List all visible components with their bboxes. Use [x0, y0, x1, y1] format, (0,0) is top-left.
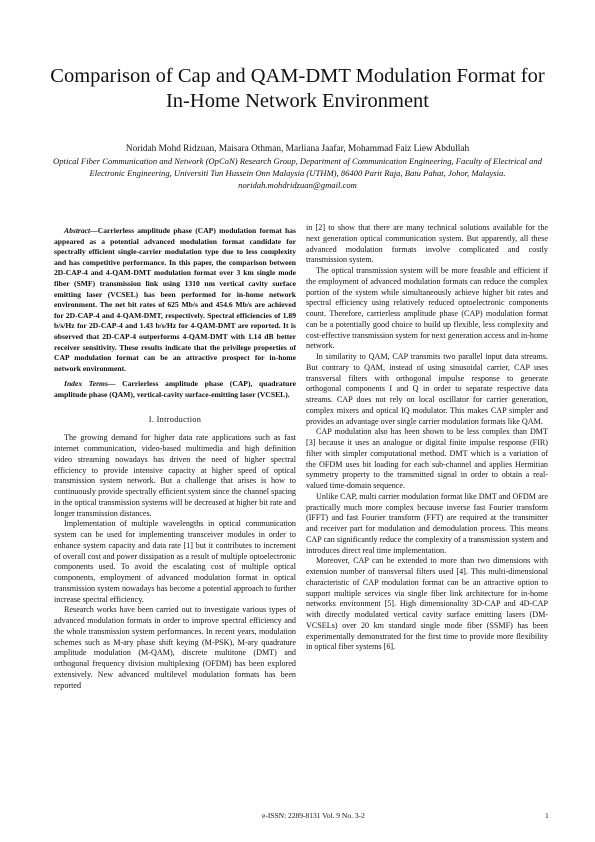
index-terms [54, 379, 296, 400]
index-terms-label: Index Terms [64, 379, 108, 389]
body-paragraph: Moreover, CAP can be extended to more than two dimensions with extension number of transversal filters used [4]. This multi-dimensional characteristic of CAP modulation format can be an attractive option to support multiple services via single fiber link architecture for in-home networks environment [5]. High dimensionality 3D-CAP and 4D-CAP with directly modulated vertical cavity surface emitting lasers (DM-VCSELs) over 20 km standard single mode fiber (SSMF) has been experimentally demonstrated for the first time to provide more flexibility in optical fiber systems [6]. [306, 556, 548, 652]
body-paragraph: CAP modulation also has been shown to be less complex than DMT [3] because it uses an analogue or digital finite impulse response (FIR) filter with simpler computational method. DMT which is a variation of the OFDM uses bit loading for each sub-channel and applies Hermitian symmetry property to the transmitted signal in order to obtain a real-valued time-domain sequence. [306, 427, 548, 490]
body-paragraph: In similarity to QAM, CAP transmits two parallel input data streams. But contrary to QAM, instead of using sinusoidal carrier, CAP uses transversal filters with orthogonal impulse response to generate orthogonal components I and Q in order to separate respective data streams. CAP does not rely on local oscillator for carrier generation, complex mixers and optical IQ modulator. This makes CAP simpler and provides an advantage over single carrier modulation formats like QAM. [306, 352, 548, 426]
author-list: Noridah Mohd Ridzuan, Maisara Othman, Marliana Jaafar, Mohammad Faiz Liew Abdullah [125, 144, 470, 154]
abstract [54, 226, 296, 374]
body-paragraph: Implementation of multiple wavelengths in optical communication system can be used for implementing transceiver modules in order to enhance system capacity and data rate [1] but it contributes to increment of overall cost and power dissipation as a result of multiple optoelectronic components used. To avoid the escalating cost of multiple optical components, employment of advanced modulation format in optical transmission system nowadays has become a potential approach to further increase spectral efficiency. [54, 519, 296, 604]
body-paragraph: Research works have been carried out to investigate various types of advanced modulation formats in order to improve spectral efficiency and the whole transmission system performances. In recent years, modulation schemes such as M-ary phase shift keying (M-PSK), M-ary quadrature amplitude modulation (M-QAM), discrete multitone (DMT) and orthogonal frequency division multiplexing (OFDM) has been explored extensively. New advanced multilevel modulation formats has been reported [54, 605, 296, 690]
body-paragraph: The optical transmission system will be more feasible and efficient if the employment of advanced modulation formats can reduce the complex portion of the system while simultaneously achieve higher bit rates and spectral efficiency using relatively reduced optoelectronic components count. Therefore, carrierless amplitude phase (CAP) modulation format can be a potentially good choice to build up flexible, less complexity and cost-effective transmission system for next generation access and in-home network. [306, 266, 548, 351]
paper-title: Comparison of Cap and QAM-DMT Modulation Format for In-Home Network Environment [50, 65, 545, 112]
footer-journal-info: e-ISSN: 2289-8131 Vol. 9 No. 3-2 [262, 811, 365, 820]
right-column [306, 223, 548, 653]
body-paragraph: The growing demand for higher data rate applications such as fast internet communication, video-based multimedia and high definition video streaming nowadays has driven the need of higher spectral efficiency to provide intensive capacity at higher speed of optical transmission system network. But a challenge that arises is how to continuously provide spectrally efficient system since the channel spacing in the optical transmission systems will be decreased at higher bit rate and longer transmission distances. [54, 433, 296, 518]
abstract-text: —Carrierless amplitude phase (CAP) modulation format has appeared as a potential advanced modulation format candidate for spectrally efficient single-carrier modulation type due to less complexity and has competitive performance. In this paper, the comparison between 2D-CAP-4 and 4-QAM-DMT modulation format over 3 km single mode fiber (SMF) transmission link using 1310 nm vertical cavity surface emitting laser (VCSEL) has been performed for in-home network environment. The net bit rates of 625 Mb/s and 454.6 Mb/s are achieved for 2D-CAP-4 and 4-QAM-DMT, respectively. Spectral efficiencies of 1.89 b/s/Hz for 2D-CAP-4 and 1.43 b/s/Hz for 4-QAM-DMT are reported. It is observed that 2D-CAP-4 outperforms 4-QAM-DMT with 1.14 dB better receiver sensitivity. These results indicate that the privilege properties of CAP modulation format can be an attractive prospect for in-home network environment. [54, 226, 296, 373]
abstract-label: Abstract [64, 226, 91, 235]
affiliation-text: Optical Fiber Communication and Network (OpCoN) Research Group, Department of Communication Engineering, Faculty of Electrical and Electronic Engineering, Universiti Tun Hussein Onn Malaysia (UTHM), 86400 Parit Raja, Batu Pahat, Johor, Malaysia. [53, 156, 542, 178]
page-number: 1 [545, 811, 549, 820]
body-paragraph: in [2] to show that there are many technical solutions available for the next generation optical communication system. But apparently, all these advanced modulation formats involve complicated and costly transmission system. [306, 223, 548, 265]
author-email: noridah.mohdridzuan@gmail.com [238, 180, 357, 190]
index-terms-text: — Carrierless amplitude phase (CAP), quadrature amplitude phase (QAM), vertical-cavity surface-emitting laser (VCSEL). [54, 379, 297, 399]
section-heading: I. Introduction [148, 414, 202, 424]
left-column [54, 226, 296, 691]
body-paragraph: Unlike CAP, multi carrier modulation format like DMT and OFDM are practically much more complex because inverse fast Fourier transform (IFFT) and fast Fourier transform (FFT) are required at the transmitter and receiver part for modulation and demodulation process. This means CAP can significantly reduce the complexity of a transmission system and introduces direct real time implementation. [306, 491, 548, 555]
affiliation [44, 155, 551, 191]
